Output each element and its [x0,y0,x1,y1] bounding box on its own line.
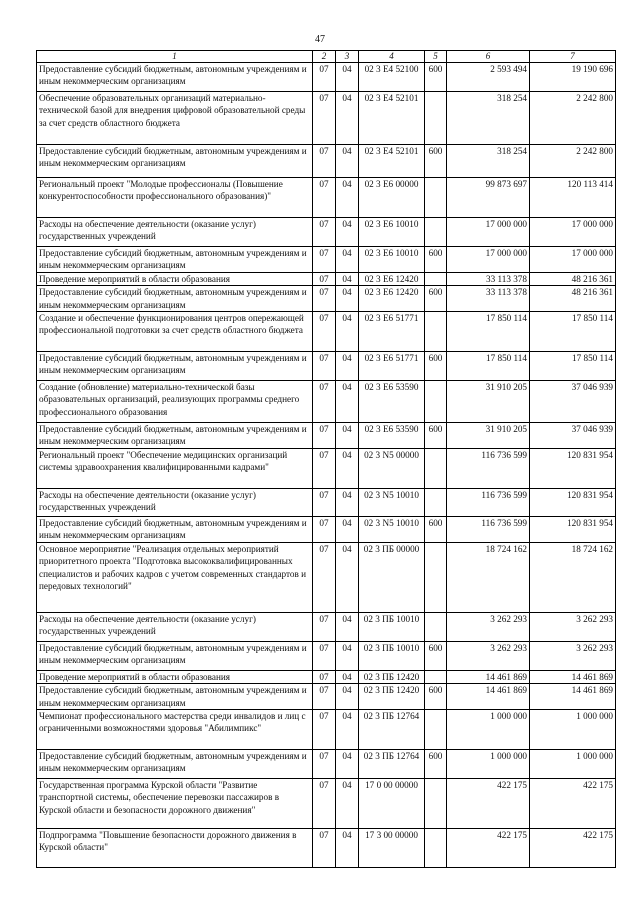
row-name-cell: Обеспечение образовательных организаций материально-технической базой для внедрения цифровой образовательной среды за счет средств областного бюджета [37,92,313,145]
table-row [37,449,616,489]
row-c2-cell: 07 [313,286,336,312]
row-c2-cell: 07 [313,612,336,641]
row-c4-cell: 17 3 00 00000 [359,829,425,868]
row-c6-cell: 33 113 378 [447,286,530,312]
row-c3-cell: 04 [336,489,359,517]
row-c5-cell: 600 [425,352,447,381]
row-c6-cell: 17 000 000 [447,218,530,247]
table-row [37,247,616,273]
row-c4-cell: 02 3 N5 00000 [359,449,425,489]
table-row [37,272,616,285]
row-c4-cell: 02 3 Е4 52101 [359,92,425,145]
row-c3-cell: 04 [336,670,359,683]
table-row [37,178,616,218]
row-c7-cell: 18 724 162 [530,542,616,612]
row-c5-cell: 600 [425,517,447,543]
row-name-cell: Предоставление субсидий бюджетным, автономным учреждениям и иным некоммерческим организациям [37,247,313,273]
row-name-cell: Региональный проект "Молодые профессионалы (Повышение конкурентоспособности профессионального образования)" [37,178,313,218]
header-col-7: 7 [530,51,616,63]
table-row [37,750,616,779]
row-c4-cell: 02 3 ПБ 10010 [359,641,425,670]
row-c5-cell [425,381,447,423]
row-c5-cell: 600 [425,750,447,779]
row-c3-cell: 04 [336,178,359,218]
row-c7-cell: 2 242 800 [530,92,616,145]
row-c2-cell: 07 [313,92,336,145]
row-c7-cell: 14 461 869 [530,684,616,710]
row-c5-cell [425,312,447,352]
row-c2-cell: 07 [313,710,336,750]
row-c3-cell: 04 [336,218,359,247]
row-name-cell: Расходы на обеспечение деятельности (оказание услуг) государственных учреждений [37,218,313,247]
row-c2-cell: 07 [313,779,336,829]
row-c5-cell: 600 [425,145,447,178]
row-c7-cell: 17 000 000 [530,218,616,247]
header-col-4: 4 [359,51,425,63]
row-c2-cell: 07 [313,178,336,218]
table-row [37,670,616,683]
row-name-cell: Предоставление субсидий бюджетным, автономным учреждениям и иным некоммерческим организациям [37,684,313,710]
row-c6-cell: 116 736 599 [447,517,530,543]
header-col-2: 2 [313,51,336,63]
row-c4-cell: 02 3 Е6 51771 [359,352,425,381]
row-c2-cell: 07 [313,381,336,423]
row-c7-cell: 37 046 939 [530,381,616,423]
row-c4-cell: 02 3 Е4 52100 [359,63,425,92]
row-c4-cell: 02 3 ПБ 10010 [359,612,425,641]
row-c5-cell [425,272,447,285]
row-name-cell: Расходы на обеспечение деятельности (оказание услуг) государственных учреждений [37,489,313,517]
table-row [37,641,616,670]
row-c2-cell: 07 [313,750,336,779]
row-c4-cell: 02 3 Е6 51771 [359,312,425,352]
row-c6-cell: 17 850 114 [447,312,530,352]
row-c3-cell: 04 [336,449,359,489]
row-c7-cell: 422 175 [530,829,616,868]
row-c6-cell: 14 461 869 [447,670,530,683]
row-c4-cell: 02 3 Е6 10010 [359,247,425,273]
row-c6-cell: 31 910 205 [447,423,530,449]
row-name-cell: Создание и обеспечение функционирования центров опережающей профессиональной подготовки за счет средств областного бюджета [37,312,313,352]
row-c6-cell: 14 461 869 [447,684,530,710]
row-c4-cell: 02 3 Е6 12420 [359,272,425,285]
row-name-cell: Предоставление субсидий бюджетным, автономным учреждениям и иным некоммерческим организациям [37,423,313,449]
row-c6-cell: 422 175 [447,779,530,829]
row-name-cell: Расходы на обеспечение деятельности (оказание услуг) государственных учреждений [37,612,313,641]
row-c4-cell: 02 3 Е6 00000 [359,178,425,218]
row-c7-cell: 37 046 939 [530,423,616,449]
row-c6-cell: 33 113 378 [447,272,530,285]
table-header-row [37,51,616,63]
row-c4-cell: 02 3 ПБ 12420 [359,670,425,683]
row-c3-cell: 04 [336,684,359,710]
row-c3-cell: 04 [336,542,359,612]
row-c6-cell: 1 000 000 [447,710,530,750]
row-c4-cell: 02 3 N5 10010 [359,517,425,543]
row-c5-cell [425,489,447,517]
table-row [37,612,616,641]
table-row [37,517,616,543]
row-c7-cell: 2 242 800 [530,145,616,178]
row-c2-cell: 07 [313,218,336,247]
row-c3-cell: 04 [336,750,359,779]
row-c5-cell: 600 [425,286,447,312]
row-c4-cell: 02 3 ПБ 12420 [359,684,425,710]
row-c2-cell: 07 [313,517,336,543]
table-row [37,542,616,612]
row-c7-cell: 3 262 293 [530,641,616,670]
row-c6-cell: 31 910 205 [447,381,530,423]
row-name-cell: Чемпионат профессионального мастерства среди инвалидов и лиц с ограниченными возможностями здоровья "Абилимпикс" [37,710,313,750]
row-name-cell: Предоставление субсидий бюджетным, автономным учреждениям и иным некоммерческим организациям [37,641,313,670]
header-col-1: 1 [37,51,313,63]
row-c3-cell: 04 [336,829,359,868]
row-c7-cell: 48 216 361 [530,272,616,285]
row-name-cell: Проведение мероприятий в области образования [37,670,313,683]
row-c6-cell: 318 254 [447,92,530,145]
table-row [37,352,616,381]
table-row [37,829,616,868]
row-name-cell: Предоставление субсидий бюджетным, автономным учреждениям и иным некоммерческим организациям [37,63,313,92]
row-name-cell: Предоставление субсидий бюджетным, автономным учреждениям и иным некоммерческим организациям [37,517,313,543]
row-c3-cell: 04 [336,779,359,829]
row-c5-cell [425,779,447,829]
row-c7-cell: 17 000 000 [530,247,616,273]
row-c7-cell: 19 190 696 [530,63,616,92]
row-name-cell: Проведение мероприятий в области образования [37,272,313,285]
row-c2-cell: 07 [313,145,336,178]
row-c7-cell: 3 262 293 [530,612,616,641]
row-name-cell: Подпрограмма "Повышение безопасности дорожного движения в Курской области" [37,829,313,868]
table-row [37,63,616,92]
table-row [37,381,616,423]
table-row [37,779,616,829]
row-c2-cell: 07 [313,272,336,285]
row-c4-cell: 02 3 Е6 10010 [359,218,425,247]
row-c7-cell: 422 175 [530,779,616,829]
row-c3-cell: 04 [336,641,359,670]
row-c6-cell: 1 000 000 [447,750,530,779]
row-c6-cell: 99 873 697 [447,178,530,218]
row-c3-cell: 04 [336,63,359,92]
row-c4-cell: 02 3 N5 10010 [359,489,425,517]
row-c5-cell [425,92,447,145]
row-c6-cell: 18 724 162 [447,542,530,612]
row-c3-cell: 04 [336,352,359,381]
row-c6-cell: 17 850 114 [447,352,530,381]
row-c3-cell: 04 [336,286,359,312]
table-row [37,145,616,178]
table-row [37,684,616,710]
row-c6-cell: 3 262 293 [447,641,530,670]
row-name-cell: Создание (обновление) материально-технической базы образовательных организаций, реализующих программы среднего профессионального образования [37,381,313,423]
row-c2-cell: 07 [313,352,336,381]
table-row [37,218,616,247]
row-c7-cell: 17 850 114 [530,352,616,381]
row-c3-cell: 04 [336,247,359,273]
row-c7-cell: 14 461 869 [530,670,616,683]
row-c3-cell: 04 [336,381,359,423]
table-row [37,286,616,312]
row-name-cell: Региональный проект "Обеспечение медицинских организаций системы здравоохранения квалифицированными кадрами" [37,449,313,489]
row-c3-cell: 04 [336,612,359,641]
row-c7-cell: 17 850 114 [530,312,616,352]
row-c6-cell: 318 254 [447,145,530,178]
row-c5-cell: 600 [425,247,447,273]
row-c7-cell: 120 113 414 [530,178,616,218]
row-c6-cell: 3 262 293 [447,612,530,641]
row-c2-cell: 07 [313,63,336,92]
row-c2-cell: 07 [313,423,336,449]
row-c4-cell: 02 3 ПБ 12764 [359,710,425,750]
row-c4-cell: 02 3 Е6 53590 [359,423,425,449]
row-name-cell: Предоставление субсидий бюджетным, автономным учреждениям и иным некоммерческим организациям [37,750,313,779]
row-c3-cell: 04 [336,423,359,449]
row-c3-cell: 04 [336,92,359,145]
row-c2-cell: 07 [313,449,336,489]
table-row [37,92,616,145]
row-c6-cell: 17 000 000 [447,247,530,273]
row-c2-cell: 07 [313,312,336,352]
row-c5-cell [425,449,447,489]
row-c7-cell: 1 000 000 [530,710,616,750]
row-c3-cell: 04 [336,272,359,285]
row-c2-cell: 07 [313,641,336,670]
row-c5-cell [425,829,447,868]
row-c5-cell: 600 [425,63,447,92]
header-col-5: 5 [425,51,447,63]
row-c5-cell [425,710,447,750]
row-name-cell: Предоставление субсидий бюджетным, автономным учреждениям и иным некоммерческим организациям [37,352,313,381]
row-c5-cell [425,218,447,247]
row-c7-cell: 48 216 361 [530,286,616,312]
row-c5-cell [425,612,447,641]
table-row [37,710,616,750]
row-c6-cell: 116 736 599 [447,489,530,517]
row-c6-cell: 116 736 599 [447,449,530,489]
row-name-cell: Предоставление субсидий бюджетным, автономным учреждениям и иным некоммерческим организациям [37,286,313,312]
budget-table [36,50,616,868]
row-name-cell: Предоставление субсидий бюджетным, автономным учреждениям и иным некоммерческим организациям [37,145,313,178]
row-c7-cell: 120 831 954 [530,449,616,489]
row-c7-cell: 120 831 954 [530,489,616,517]
row-c4-cell: 02 3 ПБ 00000 [359,542,425,612]
table-body [37,63,616,868]
row-c4-cell: 02 3 ПБ 12764 [359,750,425,779]
row-c4-cell: 02 3 Е6 53590 [359,381,425,423]
row-c6-cell: 2 593 494 [447,63,530,92]
row-c5-cell: 600 [425,641,447,670]
row-c2-cell: 07 [313,829,336,868]
row-name-cell: Государственная программа Курской области "Развитие транспортной системы, обеспечение перевозки пассажиров в Курской области и безопасности дорожного движения" [37,779,313,829]
row-c6-cell: 422 175 [447,829,530,868]
table-row [37,423,616,449]
row-c4-cell: 02 3 Е6 12420 [359,286,425,312]
row-c5-cell [425,178,447,218]
row-c2-cell: 07 [313,684,336,710]
row-c5-cell [425,542,447,612]
page-number: 47 [315,34,325,45]
row-c5-cell: 600 [425,423,447,449]
row-c3-cell: 04 [336,312,359,352]
row-c3-cell: 04 [336,145,359,178]
row-c3-cell: 04 [336,710,359,750]
row-name-cell: Основное мероприятие "Реализация отдельных мероприятий приоритетного проекта "Подготовка высококвалифицированных специалистов и рабочих кадров с учетом современных стандартов и передовых технологий" [37,542,313,612]
row-c5-cell: 600 [425,684,447,710]
row-c2-cell: 07 [313,247,336,273]
header-col-3: 3 [336,51,359,63]
row-c2-cell: 07 [313,542,336,612]
row-c7-cell: 120 831 954 [530,517,616,543]
row-c4-cell: 17 0 00 00000 [359,779,425,829]
header-col-6: 6 [447,51,530,63]
row-c2-cell: 07 [313,489,336,517]
row-c2-cell: 07 [313,670,336,683]
row-c7-cell: 1 000 000 [530,750,616,779]
row-c3-cell: 04 [336,517,359,543]
row-c5-cell [425,670,447,683]
table-row [37,489,616,517]
table-row [37,312,616,352]
row-c4-cell: 02 3 Е4 52101 [359,145,425,178]
